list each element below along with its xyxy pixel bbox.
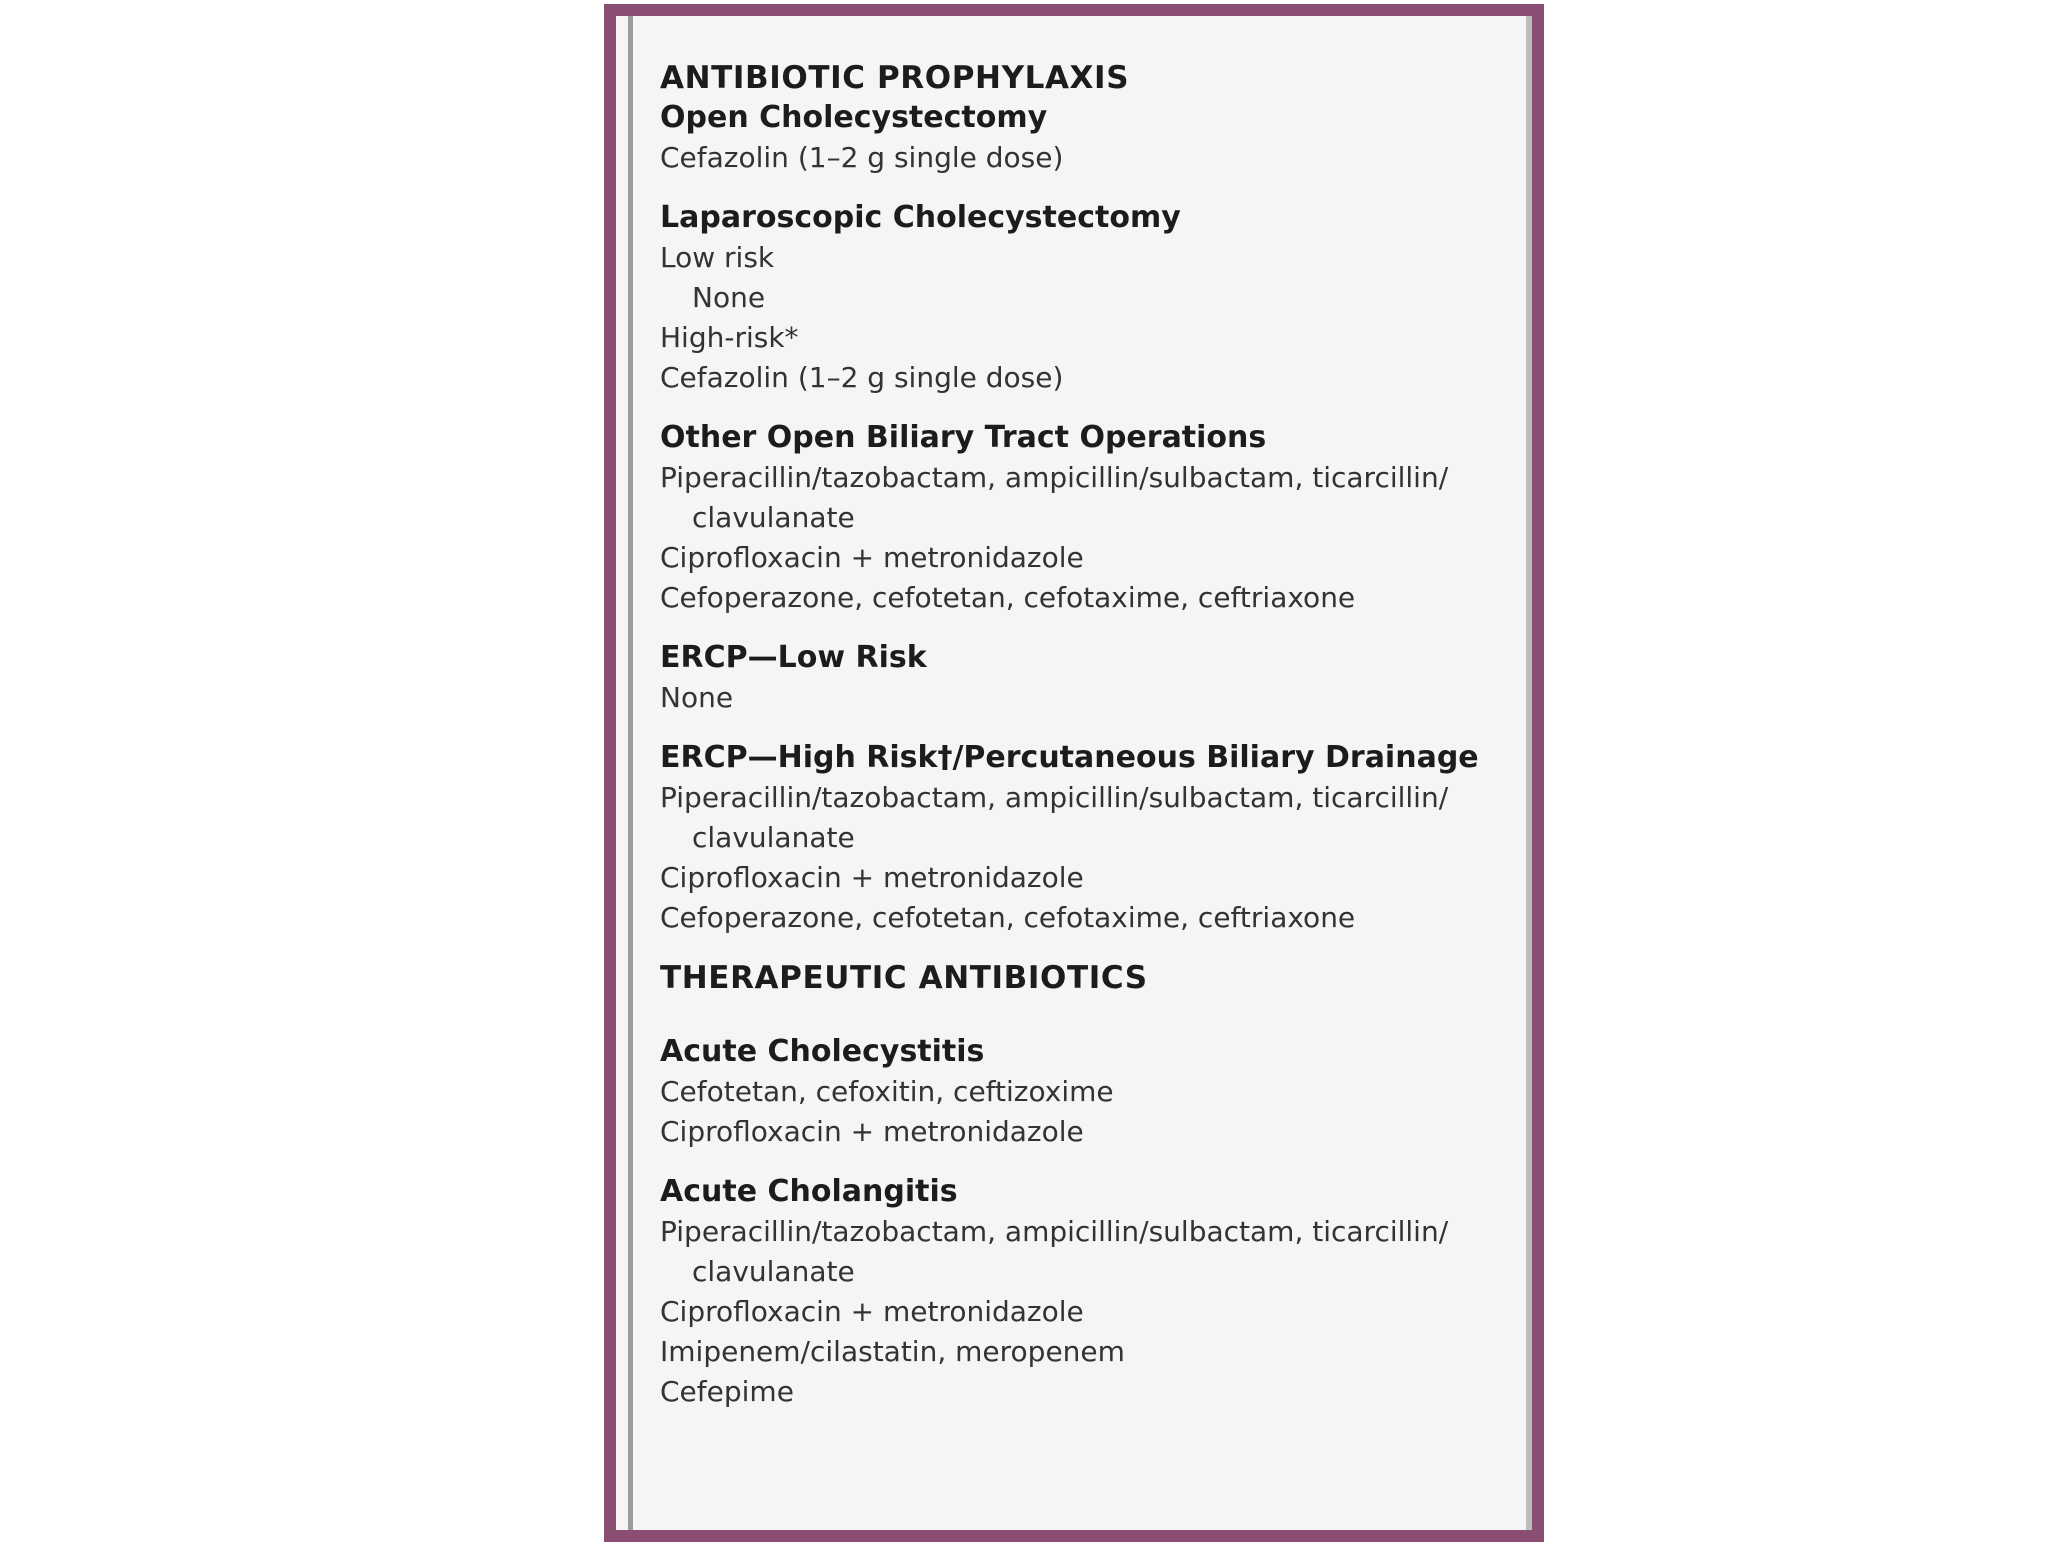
group-other-open-biliary xyxy=(660,418,1520,618)
list-item: Cefepime xyxy=(660,1375,794,1408)
list-item: High-risk* xyxy=(660,321,799,354)
list-item: Cefazolin (1–2 g single dose) xyxy=(660,141,1064,174)
list-item: Piperacillin/tazobactam, ampicillin/sulbactam, ticarcillin/ xyxy=(660,461,1449,494)
list-item: None xyxy=(692,281,766,314)
list-item: clavulanate xyxy=(692,501,855,534)
document-content xyxy=(660,58,1520,1432)
group-open-cholecystectomy xyxy=(660,98,1520,178)
list-item: Imipenem/cilastatin, meropenem xyxy=(660,1335,1125,1368)
list-item: clavulanate xyxy=(692,821,855,854)
document-frame xyxy=(604,4,1544,1542)
list-item: Cefotetan, cefoxitin, ceftizoxime xyxy=(660,1075,1114,1108)
list-item: Cefazolin (1–2 g single dose) xyxy=(660,361,1064,394)
group-acute-cholangitis xyxy=(660,1172,1520,1412)
group-title: Open Cholecystectomy xyxy=(660,100,1048,135)
group-title: Acute Cholangitis xyxy=(660,1174,958,1209)
right-rule xyxy=(1526,16,1532,1530)
list-item: Ciprofloxacin + metronidazole xyxy=(660,541,1084,574)
section-title-therapeutic: THERAPEUTIC ANTIBIOTICS xyxy=(660,960,1148,996)
group-title: ERCP—Low Risk xyxy=(660,640,927,675)
list-item: Piperacillin/tazobactam, ampicillin/sulbactam, ticarcillin/ xyxy=(660,781,1449,814)
list-item: None xyxy=(660,681,734,714)
list-item: Cefoperazone, cefotetan, cefotaxime, ceftriaxone xyxy=(660,901,1356,934)
section-title-prophylaxis: ANTIBIOTIC PROPHYLAXIS xyxy=(660,60,1130,96)
list-item: Cefoperazone, cefotetan, cefotaxime, ceftriaxone xyxy=(660,581,1356,614)
list-item: Piperacillin/tazobactam, ampicillin/sulbactam, ticarcillin/ xyxy=(660,1215,1449,1248)
group-title: ERCP—High Risk†/Percutaneous Biliary Drainage xyxy=(660,740,1479,775)
group-acute-cholecystitis xyxy=(660,1032,1520,1152)
group-title: Acute Cholecystitis xyxy=(660,1034,985,1069)
list-item: Low risk xyxy=(660,241,775,274)
group-laparoscopic-cholecystectomy xyxy=(660,198,1520,398)
list-item: Ciprofloxacin + metronidazole xyxy=(660,1295,1084,1328)
list-item: Ciprofloxacin + metronidazole xyxy=(660,1115,1084,1148)
list-item: clavulanate xyxy=(692,1255,855,1288)
group-ercp-low-risk xyxy=(660,638,1520,718)
group-title: Laparoscopic Cholecystectomy xyxy=(660,200,1181,235)
list-item: Ciprofloxacin + metronidazole xyxy=(660,861,1084,894)
group-title: Other Open Biliary Tract Operations xyxy=(660,420,1267,455)
group-ercp-high-risk xyxy=(660,738,1520,938)
left-rule xyxy=(628,16,633,1530)
